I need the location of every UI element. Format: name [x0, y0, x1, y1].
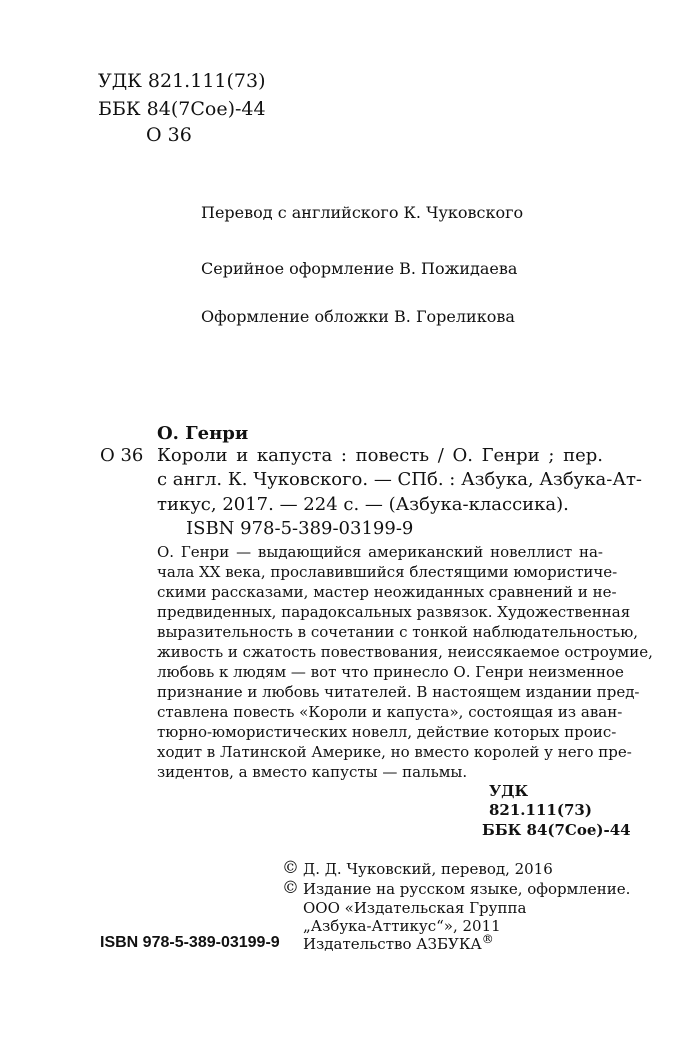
udk-label-right: УДК: [489, 782, 529, 800]
copyright-line: Д. Д. Чуковский, перевод, 2016: [303, 860, 553, 878]
annotation-line: зидентов, а вместо капусты — пальмы.: [157, 763, 468, 781]
publisher-line: [303, 932, 494, 953]
copyright-symbol: ©: [282, 858, 299, 878]
annotation-line: чала XX века, прославившийся блестящими юмористиче-: [157, 563, 618, 581]
copyright-line: ООО «Издательская Группа: [303, 899, 527, 917]
bibliographic-line: тикус, 2017. — 224 с. — (Азбука-классика).: [157, 494, 569, 515]
bbk-code-right: ББК 84(7Сое)-44: [482, 821, 631, 839]
cover-design-credit: Оформление обложки В. Гореликова: [201, 307, 515, 326]
udk-code-top: УДК 821.111(73): [98, 70, 266, 92]
copyright-line: „Азбука-Аттикус“», 2011: [303, 917, 501, 935]
annotation-line: любовь к людям — вот что принесло О. Генри неизменное: [157, 663, 624, 681]
publisher-name: Издательство АЗБУКА: [303, 935, 482, 953]
annotation-line: ставлена повесть «Короли и капуста», состоящая из аван-: [157, 703, 623, 721]
translation-credit: Перевод с английского К. Чуковского: [201, 203, 524, 222]
annotation-line: ходит в Латинской Америке, но вместо королей у него пре-: [157, 743, 632, 761]
card-author: О. Генри: [157, 423, 249, 444]
annotation-line: предвиденных, парадоксальных развязок. Художественная: [157, 603, 631, 621]
annotation-line: выразительность в сочетании с тонкой наблюдательностью,: [157, 623, 639, 641]
annotation-line: тюрно-юмористических новелл, действие которых проис-: [157, 723, 617, 741]
card-isbn: ISBN 978-5-389-03199-9: [186, 518, 414, 539]
annotation-line: признание и любовь читателей. В настоящем издании пред-: [157, 683, 640, 701]
annotation-line: О. Генри — выдающийся американский новеллист на-: [157, 543, 603, 561]
registered-mark: ®: [481, 932, 494, 946]
series-design-credit: Серийное оформление В. Пожидаева: [201, 259, 518, 278]
bibliographic-line: с англ. К. Чуковского. — СПб. : Азбука, Азбука-Ат-: [157, 469, 642, 490]
bbk-code-top: ББК 84(7Сое)-44: [98, 98, 266, 120]
copyright-line: Издание на русском языке, оформление.: [303, 880, 631, 898]
annotation-line: скими рассказами, мастер неожиданных сравнений и не-: [157, 583, 617, 601]
udk-value-right: 821.111(73): [489, 801, 592, 819]
card-author-mark: О 36: [100, 445, 144, 466]
annotation-line: живость и сжатость повествования, неиссякаемое остроумие,: [157, 643, 653, 661]
isbn-bottom: ISBN 978-5-389-03199-9: [100, 934, 280, 951]
copyright-symbol: ©: [282, 878, 299, 898]
author-mark-top: О 36: [146, 124, 192, 146]
bibliographic-line: Короли и капуста : повесть / О. Генри ; пер.: [157, 445, 603, 466]
